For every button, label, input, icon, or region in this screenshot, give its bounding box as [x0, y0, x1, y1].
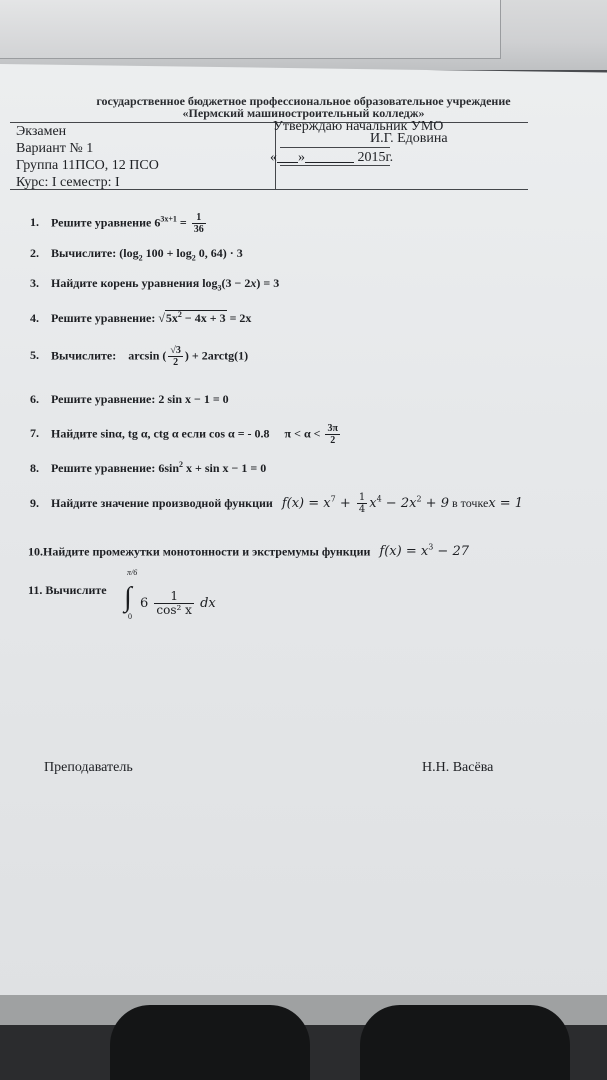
- fraction-denominator: 2: [173, 357, 179, 368]
- task-number: 6.: [30, 392, 39, 406]
- task-8: [30, 460, 266, 476]
- math-part: ) + 2arctg(1): [184, 348, 249, 363]
- log-base: 3: [217, 283, 222, 293]
- task-label: Вычислите: [45, 583, 107, 597]
- math-part: 100 + log: [142, 246, 192, 260]
- integrand-coefficient: 6: [140, 596, 149, 611]
- fraction: [357, 492, 367, 515]
- math-part: − 27: [433, 544, 469, 560]
- task-label: Найдите значение производной функции: [51, 496, 273, 510]
- year-label: 2015г.: [357, 150, 394, 165]
- math-part: f(x) = x: [379, 544, 429, 560]
- math-part: sinα, tg α, ctg α: [100, 426, 179, 441]
- task-label: Решите уравнение:: [51, 311, 156, 325]
- task-label: Вычислите:: [51, 348, 117, 363]
- math-part: 5x: [165, 311, 178, 325]
- variant-label: Вариант № 1: [16, 141, 94, 156]
- log-base: 2: [191, 253, 196, 263]
- fraction: [325, 423, 339, 446]
- background-bottom: [0, 995, 607, 1080]
- task-label: Найдите корень уравнения: [51, 276, 200, 290]
- approver-name: И.Г. Едовина: [370, 131, 448, 146]
- task-4: [30, 310, 251, 326]
- math-part: π < α <: [284, 426, 321, 441]
- math-part: f(x) = x: [281, 496, 331, 511]
- math-part: − 2x: [381, 496, 417, 511]
- task-1: [30, 212, 208, 235]
- task-6: [30, 392, 229, 407]
- math-exponent: 4: [376, 494, 382, 504]
- fraction-numerator: 1: [358, 492, 366, 503]
- integral-upper-limit: π/6: [127, 568, 138, 577]
- group-label: Группа 11ПСО, 12 ПСО: [16, 158, 159, 173]
- approve-label: Утверждаю начальник УМО: [273, 119, 444, 134]
- task-number: 3.: [30, 276, 39, 290]
- math-part: 2 sin x − 1 = 0: [158, 392, 229, 406]
- math-part: 6sin: [158, 461, 179, 475]
- math-part: (3 − 2: [221, 276, 251, 290]
- point-value: x = 1: [488, 496, 524, 511]
- task-number: 1.: [30, 215, 39, 230]
- task-number: 10.: [28, 544, 43, 559]
- sign-line: [280, 147, 390, 148]
- integral-icon: ∫: [124, 582, 132, 613]
- fraction-numerator: √3: [170, 345, 181, 356]
- institution-line-2: «Пермский машиностроительный колледж»: [182, 106, 425, 120]
- differential: dx: [200, 596, 216, 611]
- teacher-name: Н.Н. Васёва: [422, 760, 494, 775]
- date-field: [270, 150, 393, 166]
- math-part: 0, 64) · 3: [195, 246, 243, 260]
- dark-shape-right: [360, 1005, 570, 1080]
- task-label: Решите уравнение:: [51, 392, 156, 406]
- task-number: 8.: [30, 461, 39, 475]
- math-exponent: 2: [416, 494, 422, 504]
- date-close-quote: »: [298, 150, 305, 165]
- task-2: [30, 246, 243, 262]
- math-part: x + sin x − 1 = 0: [183, 461, 267, 475]
- task-number: 2.: [30, 246, 39, 260]
- math-exponent: 7: [330, 494, 336, 504]
- task-number: 5.: [30, 348, 39, 363]
- math-part: ) = 3: [256, 276, 280, 290]
- fraction-denominator: 2: [330, 435, 336, 446]
- math-base: 6: [154, 215, 161, 230]
- task-label: Найдите: [51, 426, 98, 441]
- task-label: Вычислите:: [51, 246, 117, 260]
- math-part: cos α = - 0.8: [209, 426, 270, 441]
- math-part: = 2x: [226, 311, 252, 325]
- math-part: (log: [119, 246, 139, 260]
- task-number: 4.: [30, 311, 39, 325]
- task-3: [30, 276, 279, 292]
- math-equals: =: [179, 215, 187, 230]
- function-expression: [281, 492, 449, 515]
- task-number: 9.: [30, 496, 39, 510]
- condition-word: если: [181, 426, 206, 441]
- task-label: Найдите промежутки монотонности и экстремумы функции: [43, 544, 371, 559]
- function-expression: [379, 544, 469, 559]
- math-part: − 4x + 3: [181, 311, 226, 325]
- task-number: 11.: [28, 583, 43, 597]
- fraction-denominator: 4: [358, 504, 366, 515]
- math-part: x: [369, 496, 377, 511]
- log-base: 2: [138, 253, 143, 263]
- math-part: arcsin (: [128, 348, 167, 363]
- institution-line-1: государственное бюджетное профессиональное образовательное учреждение: [96, 94, 511, 108]
- math-exponent: 2: [179, 460, 183, 469]
- radicand: [165, 310, 227, 325]
- task-7: [30, 423, 342, 446]
- math-variable: x: [250, 276, 257, 290]
- task-9: [30, 492, 523, 515]
- sqrt-symbol: √: [158, 311, 165, 325]
- math-exponent: 3x+1: [160, 214, 177, 224]
- task-number: 7.: [30, 426, 39, 441]
- math-part: +: [335, 496, 355, 511]
- task-label: Решите уравнение: [51, 215, 152, 230]
- integral-lower-limit: 0: [128, 612, 132, 621]
- fraction: [192, 212, 206, 235]
- dark-shape-left: [110, 1005, 310, 1080]
- fraction-numerator: 3π: [327, 423, 338, 434]
- exam-label: Экзамен: [16, 124, 67, 139]
- date-open-quote: «: [270, 150, 277, 165]
- task-5: [30, 345, 248, 368]
- point-label: в точке: [451, 496, 489, 510]
- math-exponent: 3: [428, 543, 434, 552]
- course-label: Курс: I семестр: I: [16, 175, 120, 190]
- task-11: [28, 583, 107, 598]
- math-exponent: 2: [177, 310, 182, 319]
- fraction-numerator: 1: [192, 212, 206, 224]
- fraction-denominator: cos² x: [156, 603, 192, 617]
- fraction: [168, 345, 183, 368]
- math-part: log: [202, 276, 218, 290]
- fraction-denominator: 36: [193, 224, 204, 235]
- fraction: [154, 590, 194, 617]
- fraction-numerator: 1: [154, 590, 194, 604]
- integrand: [140, 590, 216, 617]
- task-10: [28, 543, 469, 559]
- teacher-role: Преподаватель: [44, 760, 133, 775]
- task-label: Решите уравнение:: [51, 461, 156, 475]
- math-part: + 9: [421, 496, 449, 511]
